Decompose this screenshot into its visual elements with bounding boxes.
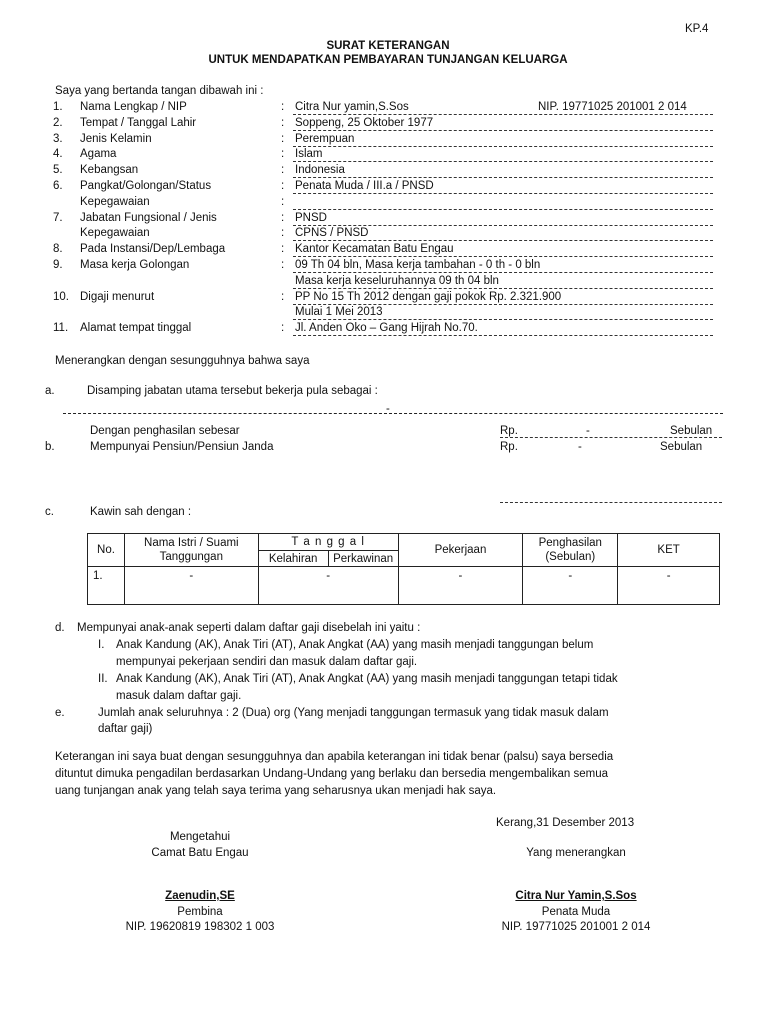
left-signer-name: Zaenudin,SE [165, 890, 235, 902]
item-ii-num: II. [98, 673, 108, 685]
field-colon: : [281, 243, 285, 255]
section-a-letter: a. [45, 385, 55, 397]
th-ket: KET [618, 534, 720, 567]
item-ii-line1: Anak Kandung (AK), Anak Tiri (AT), Anak Angkat (AA) yang masih menjadi tanggungan tetapi tidak [116, 673, 618, 685]
field-underline [293, 130, 713, 131]
field-underline [293, 272, 713, 273]
field-underline [293, 319, 713, 320]
statement-line1: Keterangan ini saya buat dengan sesungguhnya dan apabila keterangan ini tidak benar (palsu) saya bersedia [55, 751, 614, 763]
field-colon: : [281, 212, 285, 224]
income-rp: Rp. [500, 425, 518, 437]
field-number: 5. [53, 164, 63, 176]
income-line [500, 437, 722, 438]
field-label: Pangkat/Golongan/Status [80, 180, 212, 192]
doc-subtitle: UNTUK MENDAPATKAN PEMBAYARAN TUNJANGAN KELUARGA [208, 54, 568, 66]
section-b-letter: b. [45, 441, 55, 453]
right-signer-nip: NIP. 19771025 201001 2 014 [501, 921, 651, 933]
field-nip: NIP. 19771025 201001 2 014 [538, 101, 687, 113]
field-underline [293, 193, 713, 194]
section-a-text: Disamping jabatan utama tersebut bekerja pula sebagai : [87, 385, 378, 397]
left-sign-l2: Camat Batu Engau [151, 847, 249, 859]
left-signer-rank: Pembina [177, 906, 223, 918]
field-value: Masa kerja keseluruhannya 09 th 04 bln [295, 275, 499, 287]
field-number: 2. [53, 117, 63, 129]
field-colon: : [281, 180, 285, 192]
field-value: Soppeng, 25 Oktober 1977 [295, 117, 434, 129]
th-income [523, 534, 618, 567]
item-i-num: I. [98, 639, 105, 651]
table-row [88, 567, 720, 605]
field-colon: : [281, 322, 285, 334]
spouse-table [87, 533, 720, 605]
field-value: Mulai 1 Mei 2013 [295, 306, 383, 318]
field-value: CPNS / PNSD [295, 227, 369, 239]
field-label: Kebangsan [80, 164, 139, 176]
doc-title: SURAT KETERANGAN [326, 40, 450, 52]
field-number: 3. [53, 133, 63, 145]
field-label: Alamat tempat tinggal [80, 322, 192, 334]
income-text: Dengan penghasilan sebesar [90, 425, 240, 437]
pension-line [500, 502, 722, 503]
field-colon: : [281, 117, 285, 129]
right-sign-l2: Yang menerangkan [526, 847, 626, 859]
right-signer-name: Citra Nur Yamin,S.Sos [515, 890, 637, 902]
field-label: Pada Instansi/Dep/Lembaga [80, 243, 226, 255]
field-value: Indonesia [295, 164, 345, 176]
declare-text: Menerangkan dengan sesungguhnya bahwa saya [55, 355, 310, 367]
th-marriage: Perkawinan [328, 551, 398, 567]
field-colon: : [281, 101, 285, 113]
income-unit: Sebulan [670, 425, 713, 437]
field-label: Digaji menurut [80, 291, 155, 303]
field-colon: : [281, 196, 285, 208]
section-e-letter: e. [55, 707, 65, 719]
section-e-line2: daftar gaji) [98, 723, 153, 735]
field-number: 11. [53, 322, 69, 334]
field-underline [293, 288, 713, 289]
item-ii-line2: masuk dalam daftar gaji. [116, 690, 242, 702]
left-sign-l1: Mengetahui [169, 831, 231, 843]
section-a-line [63, 413, 723, 414]
section-c-text: Kawin sah dengan : [90, 506, 192, 518]
th-income-line2: (Sebulan) [545, 551, 596, 563]
field-underline [293, 240, 713, 241]
field-underline [293, 161, 713, 162]
cell-date: - [258, 567, 398, 605]
field-value: 09 Th 04 bln, Masa kerja tambahan - 0 th - 0 bln [295, 259, 541, 271]
th-no: No. [88, 534, 125, 567]
field-underline [293, 209, 713, 210]
cell-income: - [523, 567, 618, 605]
item-i-line2: mempunyai pekerjaan sendiri dan masuk dalam daftar gaji. [116, 656, 418, 668]
cell-no: 1. [88, 567, 125, 605]
th-name [124, 534, 258, 567]
field-label: Kepegawaian [80, 227, 150, 239]
left-signer-nip: NIP. 19620819 198302 1 003 [125, 921, 275, 933]
field-value: PNSD [295, 212, 327, 224]
pension-unit: Sebulan [660, 441, 703, 453]
field-colon: : [281, 148, 285, 160]
place-date: Kerang,31 Desember 2013 [496, 817, 635, 829]
field-number: 7. [53, 212, 63, 224]
th-income-line1: Penghasilan [538, 537, 602, 549]
section-e-line1: Jumlah anak seluruhnya : 2 (Dua) org (Yang menjadi tanggungan termasuk yang tidak masuk dalam [98, 707, 609, 719]
field-underline [293, 146, 713, 147]
field-colon: : [281, 227, 285, 239]
statement-line3: uang tunjangan anak yang telah saya terima yang seharusnya ukan menjadi hak saya. [55, 785, 497, 797]
field-number: 8. [53, 243, 63, 255]
section-a-dash: - [386, 403, 390, 415]
th-name-line2: Tanggungan [159, 551, 223, 563]
field-label: Masa kerja Golongan [80, 259, 190, 271]
field-underline [293, 177, 713, 178]
field-value: Citra Nur yamin,S.Sos [295, 101, 409, 113]
th-name-line1: Nama Istri / Suami [144, 537, 239, 549]
intro-text: Saya yang bertanda tangan dibawah ini : [55, 85, 264, 97]
field-number: 4. [53, 148, 63, 160]
field-label: Agama [80, 148, 117, 160]
field-number: 6. [53, 180, 63, 192]
field-label: Nama Lengkap / NIP [80, 101, 187, 113]
section-c-letter: c. [45, 506, 54, 518]
field-colon: : [281, 291, 285, 303]
right-signer-rank: Penata Muda [541, 906, 611, 918]
field-colon: : [281, 164, 285, 176]
pension-dash: - [578, 441, 582, 453]
section-d-text: Mempunyai anak-anak seperti dalam daftar gaji disebelah ini yaitu : [77, 622, 421, 634]
th-job: Pekerjaan [398, 534, 523, 567]
section-b-text: Mempunyai Pensiun/Pensiun Janda [90, 441, 274, 453]
th-date: T a n g g a l [258, 534, 398, 551]
field-value: Penata Muda / III.a / PNSD [295, 180, 434, 192]
form-code: KP.4 [685, 23, 709, 35]
income-dash: - [586, 425, 590, 437]
pension-rp: Rp. [500, 441, 518, 453]
field-underline [293, 256, 713, 257]
field-colon: : [281, 259, 285, 271]
field-underline [293, 335, 713, 336]
field-value: Perempuan [295, 133, 355, 145]
field-label: Tempat / Tanggal Lahir [80, 117, 197, 129]
statement-line2: dituntut dimuka pengadilan berdasarkan Undang-Undang yang berlaku dan bersedia mengembalikan semua [55, 768, 609, 780]
section-d-letter: d. [55, 622, 65, 634]
field-colon: : [281, 133, 285, 145]
item-i-line1: Anak Kandung (AK), Anak Tiri (AT), Anak Angkat (AA) yang masih menjadi tanggungan belum [116, 639, 594, 651]
field-value: PP No 15 Th 2012 dengan gaji pokok Rp. 2.321.900 [295, 291, 562, 303]
field-underline [293, 114, 713, 115]
field-number: 1. [53, 101, 63, 113]
cell-job: - [398, 567, 523, 605]
field-label: Jabatan Fungsional / Jenis [80, 212, 217, 224]
field-label: Jenis Kelamin [80, 133, 152, 145]
field-number: 10. [53, 291, 69, 303]
field-value: Kantor Kecamatan Batu Engau [295, 243, 454, 255]
field-number: 9. [53, 259, 63, 271]
field-value: Islam [295, 148, 323, 160]
field-label: Kepegawaian [80, 196, 150, 208]
field-value: Jl. Anden Oko – Gang Hijrah No.70. [295, 322, 478, 334]
cell-ket: - [618, 567, 720, 605]
cell-name: - [124, 567, 258, 605]
th-birth: Kelahiran [258, 551, 328, 567]
